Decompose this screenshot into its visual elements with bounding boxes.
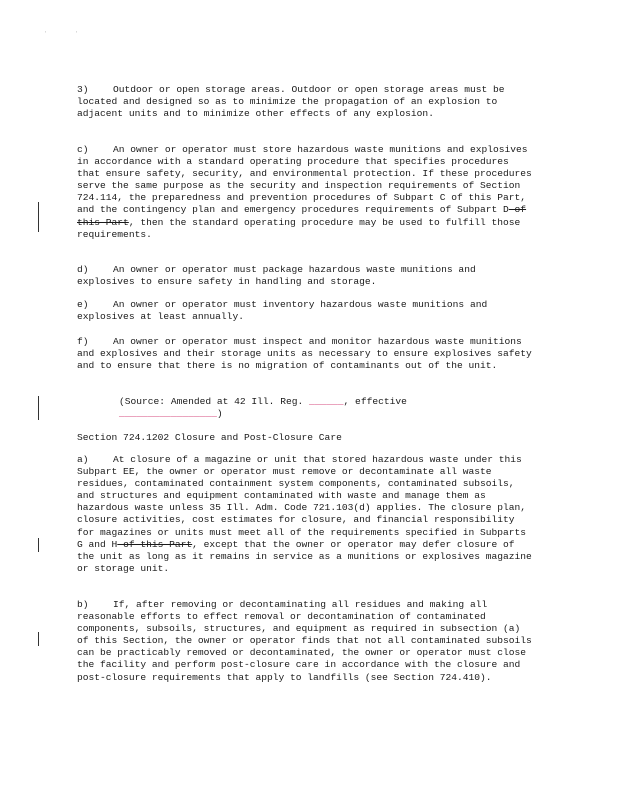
paragraph-label: f) — [77, 336, 89, 347]
paragraph-text: An owner or operator must inspect and monitor hazardous waste munitions and explosives and their storage units as necessary to ensure explosives safety and to ensure that there is no migration of contaminants out of the unit. — [77, 336, 532, 372]
paragraph-text: An owner or operator must store hazardous waste munitions and explosives in accordance with a standard operating procedure that specifies procedures that ensure safety, security, and environmental protection. If these procedures serve the same purpose as the security and inspection requirements of Section 724.114, the preparedness and prevention procedures of Subpart C of this Part, and the contingency plan and emergency procedures requirements of Subpart D — [77, 144, 532, 216]
paragraph-label: 3) — [77, 84, 89, 95]
paragraph-text: An owner or operator must package hazardous waste munitions and explosives to ensure safety in handling and storage. — [77, 264, 476, 288]
paragraph-text: If, after removing or decontaminating all residues and making all reasonable efforts to effect removal or decontamination of contaminated components, subsoils, structures, and equipment as required in subsection (a) of this Section, the owner or operator finds that not all contaminated subsoils can be practicably removed or decontaminated, the owner or operator must close the facility and perform post-closure care in accordance with the closure and post-closure requirements that apply to landfills (see Section 724.410). — [77, 599, 532, 683]
change-bar — [38, 396, 39, 420]
source-note — [119, 396, 539, 420]
paragraph-label: d) — [77, 264, 89, 275]
struck-text: of this Part — [117, 538, 193, 550]
paragraph-label: c) — [77, 144, 89, 155]
paragraph-text: , then the standard operating procedure may be used to fulfill those requirements. — [77, 216, 521, 240]
paragraph-b3 — [77, 84, 537, 120]
section-heading: Section 724.1202 Closure and Post-Closure Care — [77, 432, 342, 443]
scan-mark: ' — [44, 31, 48, 37]
source-blank: _________________ — [119, 408, 217, 420]
paragraph-c — [77, 144, 537, 241]
paragraph-label: b) — [77, 599, 89, 610]
paragraph-d — [77, 264, 537, 288]
paragraph-text: , except that the owner or operator may defer closure of the unit as long as it remains in service as a munitions or explosives magazine or storage unit. — [77, 538, 532, 574]
paragraph-e — [77, 299, 537, 323]
paragraph-text: At closure of a magazine or unit that stored hazardous waste under this Subpart EE, the owner or operator must remove or decontaminate all waste residues, contaminated containment system components, contaminated subsoils, and structures and equipment contaminated with waste and manage them as hazardous waste unless 35 Ill. Adm. Code 721.103(d) applies. The closure plan, closure activities, cost estimates for closure, and financial responsibility for magazines or units must meet all of the requirements specified in Subparts G and H — [77, 454, 527, 550]
paragraph-f — [77, 336, 537, 372]
paragraph-text: An owner or operator must inventory hazardous waste munitions and explosives at least annually. — [77, 299, 488, 323]
change-bar — [38, 632, 39, 646]
source-prefix: (Source: Amended at 42 Ill. Reg. — [119, 396, 304, 407]
change-bar — [38, 538, 39, 552]
scan-mark: ' — [75, 31, 79, 37]
paragraph-label: e) — [77, 299, 89, 310]
source-middle: , effective — [343, 396, 407, 407]
source-blank: ______ — [309, 396, 344, 407]
paragraph-text: Outdoor or open storage areas. Outdoor or open storage areas must be located and designed so as to minimize the propagation of an explosion to adjacent units and to minimize other effects of any explosion. — [77, 84, 505, 120]
closure-paragraph-a — [77, 454, 537, 575]
struck-text: of this Part — [77, 204, 527, 228]
closure-paragraph-b — [77, 599, 537, 684]
paragraph-label: a) — [77, 454, 89, 465]
source-suffix: ) — [216, 408, 223, 420]
change-bar — [38, 202, 39, 232]
